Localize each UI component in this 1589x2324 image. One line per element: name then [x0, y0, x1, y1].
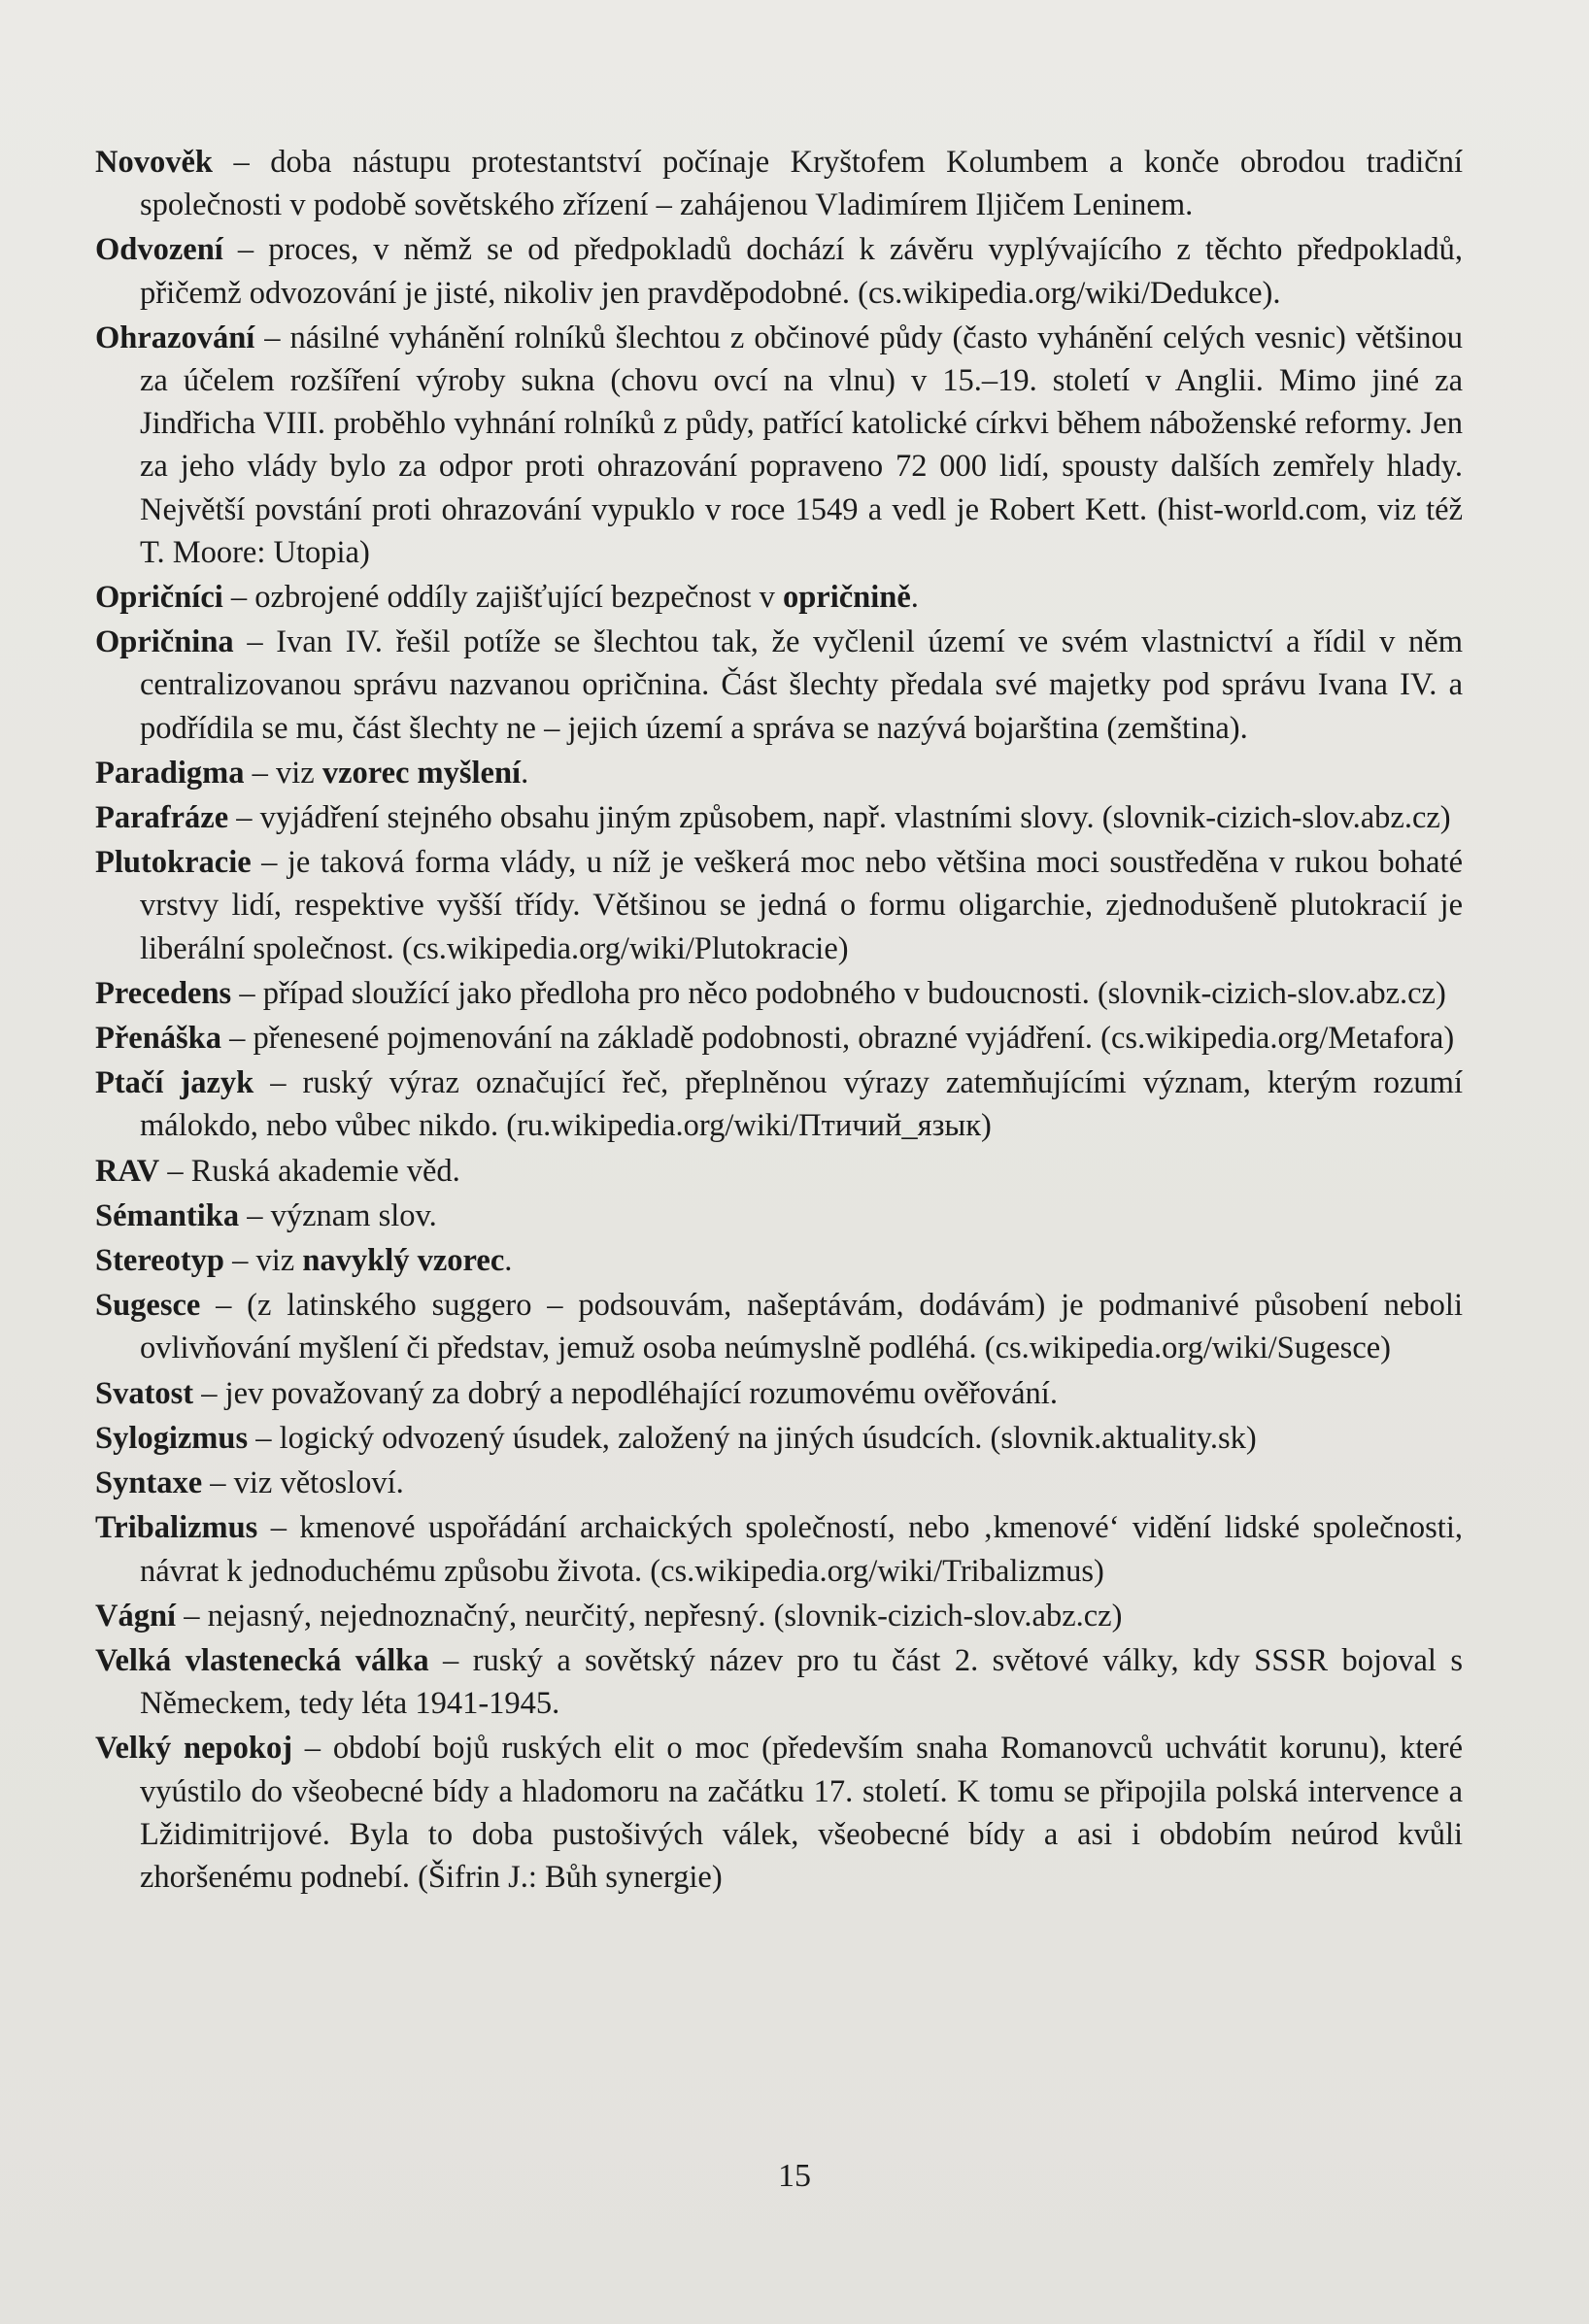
glossary-entry	[95, 1639, 1463, 1725]
glossary-entry	[95, 752, 1463, 794]
cross-reference: navyklý vzorec	[302, 1243, 505, 1279]
glossary-definition: – období bojů ruských elit o moc (především snaha Romanovců uchvátit korunu), které vyústilo do všeobecné bídy a hladomoru na začátku 17. století. K tomu se připojila polská intervence a Lžidimitrijové. Byla to doba pustošivých válek, všeobecné bídy a asi i obdobím neúrod kvůli zhoršenému podnebí. (Šifrin J.: Bůh synergie)	[140, 1731, 1463, 1895]
glossary-definition: – případ sloužící jako předloha pro něco podobného v budoucnosti. (slovnik-cizich-slov.abz.cz)	[231, 975, 1446, 1011]
glossary-entry	[95, 1284, 1463, 1369]
glossary-entry	[95, 1595, 1463, 1637]
glossary-term: Tribalizmus	[95, 1510, 258, 1546]
glossary-term: Opričníci	[95, 580, 223, 616]
glossary-entry	[95, 576, 1463, 619]
glossary-entry	[95, 228, 1463, 314]
glossary-term: Paradigma	[95, 755, 245, 791]
glossary-term: Plutokracie	[95, 845, 252, 881]
glossary-definition: – přenesené pojmenování na základě podobnosti, obrazné vyjádření. (cs.wikipedia.org/Metafora)	[221, 1021, 1455, 1057]
glossary-entry	[95, 796, 1463, 839]
glossary-term: Přenáška	[95, 1021, 221, 1057]
glossary-term: Novověk	[95, 145, 213, 180]
page-number: 15	[778, 2158, 811, 2194]
glossary-definition: – je taková forma vlády, u níž je veškerá moc nebo většina moci soustředěna v rukou bohaté vrstvy lidí, respektive vyšší třídy. Většinou se jedná o formu oligarchie, zjednodušeně plutokracií je liberální společnost. (cs.wikipedia.org/wiki/Plutokracie)	[140, 845, 1463, 966]
glossary-definition: – viz	[244, 755, 322, 791]
glossary-term: Sémantika	[95, 1197, 240, 1233]
glossary-term: Stereotyp	[95, 1243, 224, 1279]
glossary-term: Odvození	[95, 232, 223, 268]
glossary-definition: – Ivan IV. řešil potíže se šlechtou tak, že vyčlenil území ve svém vlastnictví a řídil v něm centralizovanou správu nazvanou opričnina. Část šlechty předala své majetky pod správu Ivana IV. a podřídila se mu, část šlechty ne – jejich území a správa se nazývá bojarština (zemština).	[140, 624, 1463, 746]
glossary-term: Syntaxe	[95, 1465, 203, 1501]
glossary-definition: – logický odvozený úsudek, založený na jiných úsudcích. (slovnik.aktuality.sk)	[248, 1420, 1257, 1456]
glossary-entry	[95, 317, 1463, 574]
glossary-entry	[95, 1017, 1463, 1060]
glossary-term: Ohrazování	[95, 320, 255, 355]
glossary-definition: – doba nástupu protestantství počínaje Kryštofem Kolumbem a konče obrodou tradiční společnosti v podobě sovětského zřízení – zahájenou Vladimírem Iljičem Leninem.	[140, 145, 1463, 223]
glossary-definition: – proces, v němž se od předpokladů dochází k závěru vyplývajícího z těchto předpokladů, přičemž odvozování je jisté, nikoliv jen pravděpodobné. (cs.wikipedia.org/wiki/Dedukce).	[140, 232, 1463, 311]
glossary-entry	[95, 141, 1463, 226]
glossary-term: Ptačí jazyk	[95, 1065, 254, 1101]
glossary-term: Velký nepokoj	[95, 1731, 293, 1767]
glossary-punctuation: .	[521, 755, 529, 791]
cross-reference: vzorec myšlení	[321, 755, 522, 791]
glossary-term: Parafráze	[95, 800, 229, 836]
glossary-definition: – Ruská akademie věd.	[159, 1153, 460, 1189]
glossary-term: Precedens	[95, 975, 232, 1011]
glossary-definition: – násilné vyhánění rolníků šlechtou z občinové půdy (často vyhánění celých vesnic) většinou za účelem rozšíření výroby sukna (chovu ovcí na vlnu) v 15.–19. století v Anglii. Mimo jiné za Jindřicha VIII. proběhlo vyhnání rolníků z půdy, patřící katolické církvi během náboženské reformy. Jen za jeho vlády bylo za odpor proti ohrazování popraveno 72 000 lidí, spousty dalších zemřely hlady. Největší povstání proti ohrazování vypuklo v roce 1549 a vedl je Robert Kett. (hist-world.com, viz též T. Moore: Utopia)	[140, 320, 1463, 570]
glossary-term: Opričnina	[95, 624, 234, 660]
glossary-definition: – viz větosloví.	[202, 1465, 404, 1501]
glossary-entry	[95, 1239, 1463, 1282]
glossary-term: RAV	[95, 1153, 160, 1189]
glossary-term: Svatost	[95, 1375, 194, 1411]
glossary-punctuation: .	[910, 580, 919, 616]
glossary-definition: – (z latinského suggero – podsouvám, našeptávám, dodávám) je podmanivé působení neboli ovlivňování myšlení či představ, jemuž osoba neúmyslně podléhá. (cs.wikipedia.org/wiki/Sugesce)	[140, 1288, 1463, 1366]
glossary-entry	[95, 1506, 1463, 1592]
glossary-definition: – vyjádření stejného obsahu jiným způsobem, např. vlastními slovy. (slovnik-cizich-slov.abz.cz)	[228, 800, 1451, 836]
glossary-list	[95, 141, 1463, 1899]
glossary-definition: – kmenové uspořádání archaických společností, nebo ‚kmenové‘ vidění lidské společnosti, návrat k jednoduchému způsobu života. (cs.wikipedia.org/wiki/Tribalizmus)	[140, 1510, 1463, 1589]
glossary-entry	[95, 1417, 1463, 1460]
cross-reference: opričnině	[782, 580, 911, 616]
glossary-definition: – ruský výraz označující řeč, přeplněnou výrazy zatemňujícími význam, kterým rozumí málokdo, nebo vůbec nikdo. (ru.wikipedia.org/wiki/Птичий_язык)	[140, 1065, 1463, 1144]
glossary-term: Sylogizmus	[95, 1420, 249, 1456]
glossary-entry	[95, 841, 1463, 970]
glossary-entry	[95, 1195, 1463, 1237]
glossary-entry	[95, 1372, 1463, 1415]
glossary-definition: – viz	[223, 1243, 303, 1279]
glossary-punctuation: .	[504, 1243, 513, 1279]
glossary-entry	[95, 621, 1463, 750]
glossary-entry	[95, 1462, 1463, 1504]
glossary-term: Sugesce	[95, 1288, 201, 1324]
glossary-term: Velká vlastenecká válka	[95, 1642, 429, 1678]
glossary-entry	[95, 1727, 1463, 1899]
glossary-definition: – nejasný, nejednoznačný, neurčitý, nepřesný. (slovnik-cizich-slov.abz.cz)	[176, 1598, 1123, 1634]
glossary-entry	[95, 972, 1463, 1015]
glossary-entry	[95, 1150, 1463, 1193]
glossary-definition: – ruský a sovětský název pro tu část 2. světové války, kdy SSSR bojoval s Německem, tedy léta 1941-1945.	[140, 1642, 1463, 1722]
glossary-definition: – ozbrojené oddíly zajišťující bezpečnost v	[222, 580, 783, 616]
glossary-definition: – význam slov.	[239, 1197, 437, 1233]
glossary-definition: – jev považovaný za dobrý a nepodléhající rozumovému ověřování.	[193, 1375, 1058, 1411]
glossary-term: Vágní	[95, 1598, 177, 1634]
glossary-entry	[95, 1061, 1463, 1147]
